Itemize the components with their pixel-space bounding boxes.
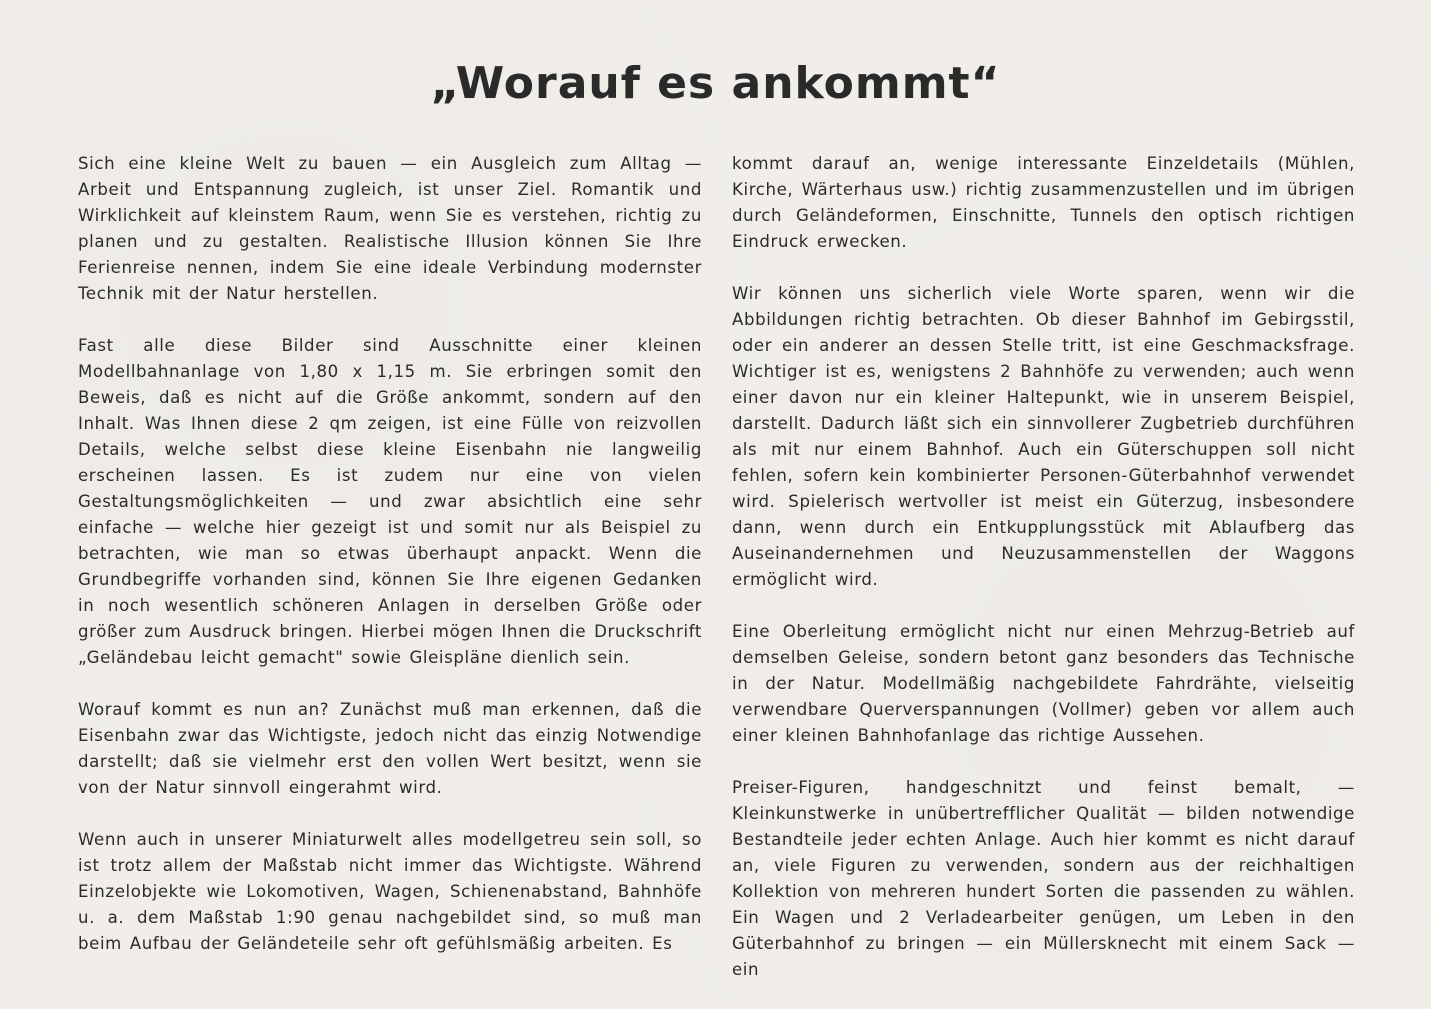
paragraph: Preiser-Figuren, handgeschnitzt und feinst bemalt, — Kleinkunstwerke in unübertrefflicher Qualität — bilden notwendige Bestandteile jeder echten Anlage. Auch hier kommt es nicht darauf an, viele Figuren zu verwenden, sondern aus der reichhaltigen Kollektion von mehreren hundert Sorten die passenden zu wählen. Ein Wagen und 2 Verladearbeiter genügen, um Leben in den Güterbahnhof zu bringen — ein Müllersknecht mit einem Sack — ein [732, 778, 1355, 979]
page-title: „Worauf es ankommt“ [430, 58, 1001, 109]
paragraph: Eine Oberleitung ermöglicht nicht nur einen Mehrzug-Betrieb auf demselben Geleise, sondern betont ganz besonders das Technische in der Natur. Modellmäßig nachgebildete Fahrdrähte, vielseitig verwendbare Querverspannungen (Vollmer) geben vor allem auch einer kleinen Bahnhofanlage das richtige Aussehen. [732, 622, 1355, 745]
paragraph: Sich eine kleine Welt zu bauen — ein Ausgleich zum Alltag — Arbeit und Entspannung zugleich, ist unser Ziel. Romantik und Wirklichkeit auf kleinstem Raum, wenn Sie es verstehen, richtig zu planen und zu gestalten. Realistische Illusion können Sie Ihre Ferienreise nennen, indem Sie eine ideale Verbindung modernster Technik mit der Natur herstellen. [78, 154, 702, 303]
text-column-left [78, 151, 702, 983]
paragraph: Worauf kommt es nun an? Zunächst muß man erkennen, daß die Eisenbahn zwar das Wichtigste, jedoch nicht das einzig Notwendige darstellt; daß sie vielmehr erst den vollen Wert besitzt, wenn sie von der Natur sinnvoll eingerahmt wird. [78, 700, 702, 797]
text-column-right [732, 151, 1355, 1009]
paragraph: Wir können uns sicherlich viele Worte sparen, wenn wir die Abbildungen richtig betrachten. Ob dieser Bahnhof im Gebirgsstil, oder ein anderer an dessen Stelle tritt, ist eine Geschmacksfrage. Wichtiger ist es, wenigstens 2 Bahnhöfe zu verwenden; auch wenn einer davon nur ein kleiner Haltepunkt, wie in unserem Beispiel, darstellt. Dadurch läßt sich ein sinnvollerer Zugbetrieb durchführen als mit nur einem Bahnhof. Auch ein Güterschuppen soll nicht fehlen, sofern kein kombinierter Personen-Güterbahnhof verwendet wird. Spielerisch wertvoller ist meist ein Güterzug, insbesondere dann, wenn durch ein Entkupplungsstück mit Ablaufberg das Auseinandernehmen und Neuzusammenstellen der Waggons ermöglicht wird. [732, 284, 1355, 589]
paragraph: kommt darauf an, wenige interessante Einzeldetails (Mühlen, Kirche, Wärterhaus usw.) richtig zusammenzustellen und im übrigen durch Geländeformen, Einschnitte, Tunnels den optisch richtigen Eindruck erwecken. [732, 154, 1355, 251]
paragraph: Fast alle diese Bilder sind Ausschnitte einer kleinen Modellbahnanlage von 1,80 x 1,15 m. Sie erbringen somit den Beweis, daß es nicht auf die Größe ankommt, sondern auf den Inhalt. Was Ihnen diese 2 qm zeigen, ist eine Fülle von reizvollen Details, welche selbst diese kleine Eisenbahn nie langweilig erscheinen lassen. Es ist zudem nur eine von vielen Gestaltungsmöglichkeiten — und zwar absichtlich eine sehr einfache — welche hier gezeigt ist und somit nur als Beispiel zu betrachten, wie man so etwas überhaupt anpackt. Wenn die Grundbegriffe vorhanden sind, können Sie Ihre eigenen Gedanken in noch wesentlich schöneren Anlagen in derselben Größe oder größer zum Ausdruck bringen. Hierbei mögen Ihnen die Druckschrift „Geländebau leicht gemacht" sowie Gleispläne dienlich sein. [78, 336, 702, 667]
paragraph: Wenn auch in unserer Miniaturwelt alles modellgetreu sein soll, so ist trotz allem der Maßstab nicht immer das Wichtigste. Während Einzelobjekte wie Lokomotiven, Wagen, Schienenabstand, Bahnhöfe u. a. dem Maßstab 1:90 genau nachgebildet sind, so muß man beim Aufbau der Geländeteile sehr oft gefühlsmäßig arbeiten. Es [78, 830, 702, 953]
